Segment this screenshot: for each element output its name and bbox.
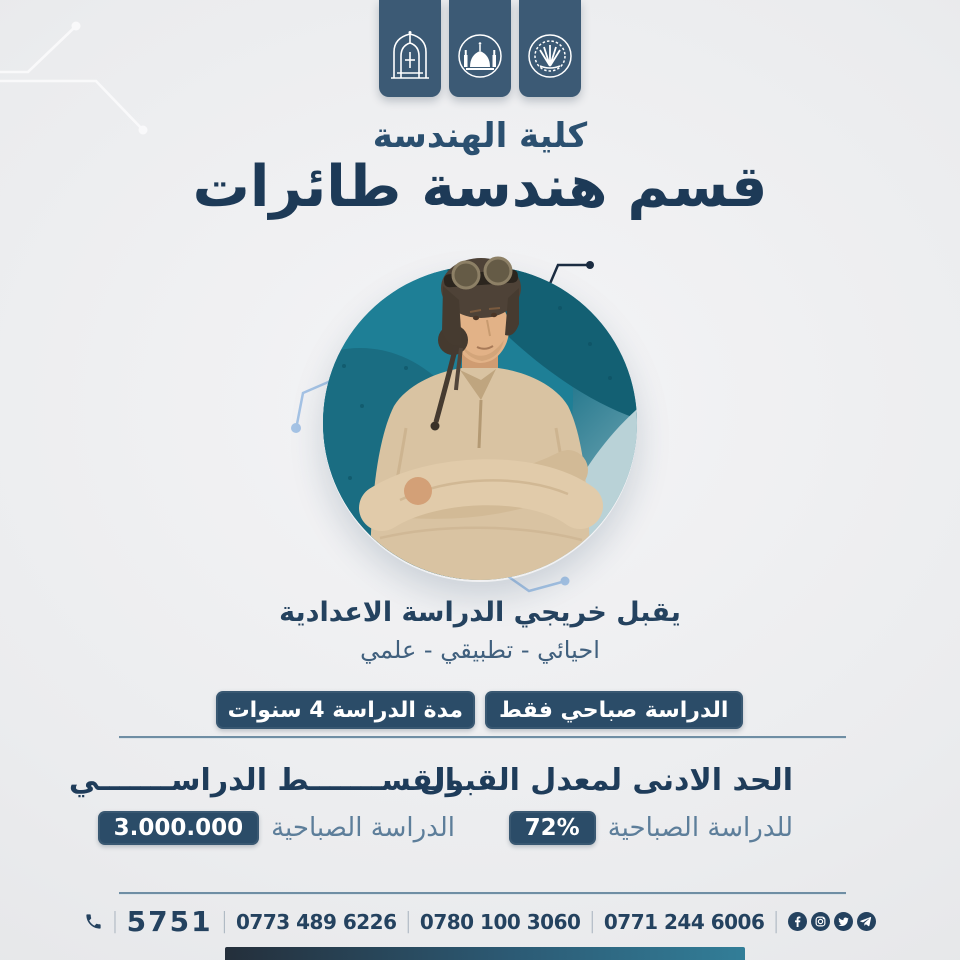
divider-top — [119, 736, 846, 739]
telegram-icon[interactable] — [857, 912, 876, 931]
min-acceptance-value-badge: 72% — [509, 811, 596, 845]
separator: | — [220, 909, 228, 934]
round-seal-emblem-icon — [527, 33, 573, 79]
min-acceptance-section — [420, 763, 793, 845]
tuition-label: الدراسة الصباحية — [271, 813, 455, 843]
logo-tabs — [0, 0, 960, 97]
phone-icon — [84, 912, 103, 931]
twitter-icon[interactable] — [834, 912, 853, 931]
tuition-value-badge: 3.000.000 — [98, 811, 260, 845]
separator: | — [588, 909, 596, 934]
department-title: قسم هندسة طائرات — [192, 154, 768, 220]
min-acceptance-label: للدراسة الصباحية — [607, 813, 793, 843]
pill-morning-only: الدراسة صباحي فقط — [485, 691, 744, 729]
bottom-accent-bar — [225, 947, 745, 960]
phone-number-3[interactable]: 0771 244 6006 — [603, 909, 765, 934]
study-pills — [216, 691, 743, 729]
tuition-row — [98, 811, 455, 845]
pilot-illustration — [310, 248, 650, 588]
facebook-icon[interactable] — [788, 912, 807, 931]
admission-line1: يقبل خريجي الدراسة الاعدادية — [279, 597, 681, 628]
tuition-title: القســـــــط الدراســـــــي — [68, 763, 455, 798]
pill-duration: مدة الدراسة 4 سنوات — [216, 691, 475, 729]
instagram-icon[interactable] — [811, 912, 830, 931]
phone-number-1[interactable]: 0773 489 6226 — [235, 909, 397, 934]
logo-tab-mosque — [449, 0, 511, 97]
min-acceptance-title: الحد الادنى لمعدل القبول — [419, 763, 793, 798]
separator: | — [111, 909, 119, 934]
logo-tab-shrine — [379, 0, 441, 97]
min-acceptance-row — [509, 811, 793, 845]
mosque-emblem-icon — [457, 33, 503, 79]
admission-line2: احيائي - تطبيقي - علمي — [360, 636, 600, 664]
contact-bar — [0, 905, 960, 938]
divider-bottom — [119, 892, 846, 895]
phone-number-2[interactable]: 0780 100 3060 — [419, 909, 581, 934]
short-number[interactable]: 5751 — [126, 905, 213, 938]
college-title: كلية الهندسة — [372, 116, 588, 156]
separator: | — [404, 909, 412, 934]
social-icons — [788, 912, 876, 931]
shrine-emblem-icon — [389, 30, 431, 82]
separator: | — [772, 909, 780, 934]
pilot-photo — [310, 248, 650, 588]
logo-tab-seal — [519, 0, 581, 97]
tuition-section — [69, 763, 455, 845]
